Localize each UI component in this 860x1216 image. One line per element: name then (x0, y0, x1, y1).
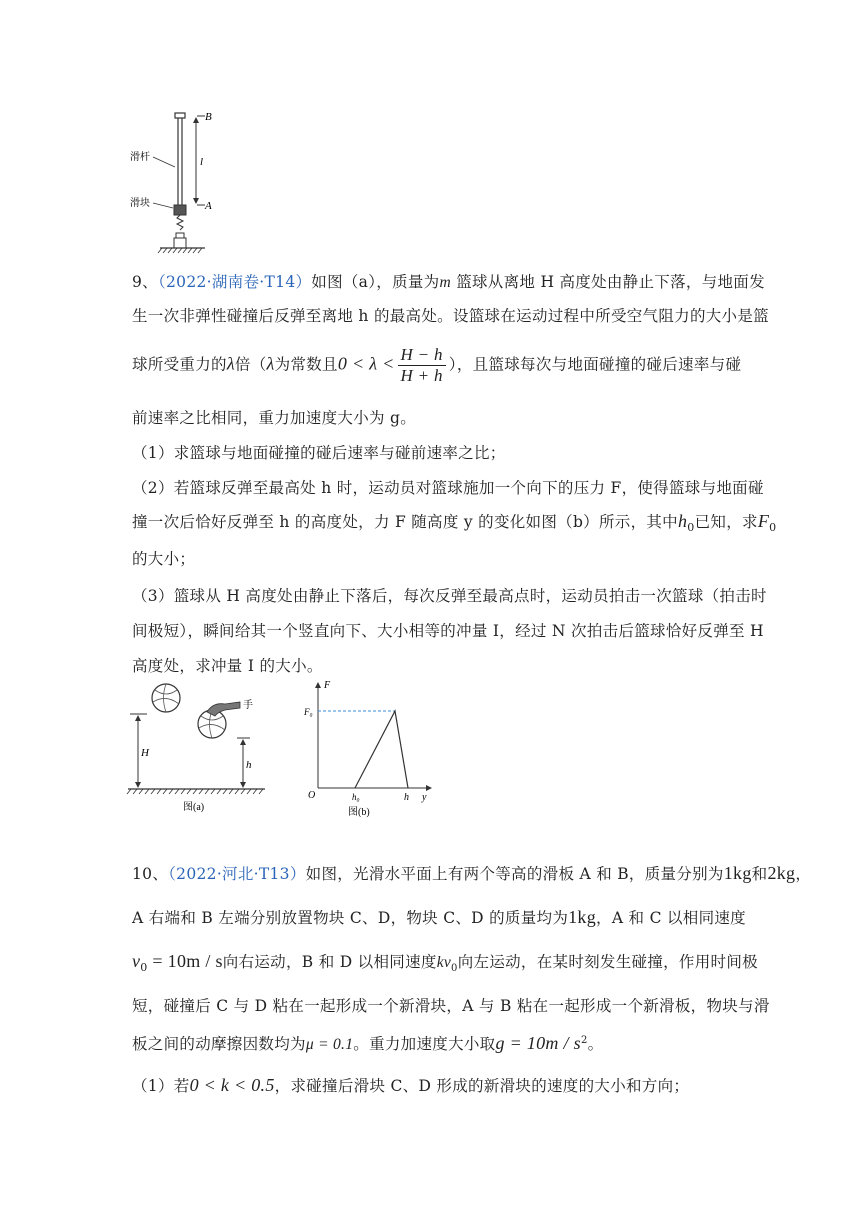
mass-value: 1kg (723, 863, 752, 883)
subscript: 0 (769, 521, 777, 535)
label-A: A (205, 200, 212, 212)
figure-b-chart (300, 676, 440, 821)
hand-icon (207, 702, 240, 716)
q10-text: 如图，光滑水平面上有两个等高的滑板 A 和 B，质量分别为 (305, 865, 724, 883)
q9-text: 篮球从离地 H 高度处由静止下落，与地面发 (450, 273, 765, 291)
label-rod: 滑杆 (130, 152, 150, 163)
var-m: m (439, 274, 451, 291)
q9-text: 球所受重力的 (132, 355, 227, 374)
velocity-value: = 10m / s (147, 951, 223, 971)
q9-part-2-line-1: （2）若篮球反弹至最高处 h 时，运动员对篮球施加一个向下的压力 F，使得篮球与地面碰 (132, 479, 764, 497)
figure-a (125, 680, 290, 820)
axis-y-label: y (422, 792, 427, 803)
superscript: 2 (580, 1034, 588, 1046)
q9-text: 撞一次后恰好反弹至 h 的高度处，力 F 随高度 y 的变化如图（b）所示，其中 (132, 513, 678, 531)
mass-value: 1kg (568, 907, 597, 927)
q9-part-1: （1）求篮球与地面碰撞的碰后速率与碰前速率之比； (132, 444, 506, 462)
rod-slider-figure (125, 105, 235, 255)
q9-part-2-line-2 (132, 510, 776, 534)
label-H: H (141, 747, 149, 759)
tick-O: O (308, 790, 316, 801)
q10-text: 板之间的动摩擦因数均为 (132, 1035, 306, 1053)
q9-text: 倍（ (234, 355, 267, 374)
label-block: 滑块 (130, 198, 150, 209)
var-h0: h (677, 511, 688, 531)
var-kv0: kv (436, 954, 452, 971)
label-h: h (246, 759, 252, 771)
tick-F0: F₀ (304, 707, 313, 717)
q9-part-3-line-1: （3）篮球从 H 高度处由静止下落后，每次反弹至最高点时，运动员拍击一次篮球（拍击时 (132, 587, 767, 605)
var-F0: F (757, 511, 770, 531)
q9-part-2-line-3: 的大小； (132, 550, 196, 568)
q10-source-link[interactable]: （2022·河北·T13） (168, 865, 306, 883)
subscript: 0 (451, 963, 458, 975)
var-lambda: λ (226, 353, 235, 374)
q10-line-3 (132, 950, 758, 974)
q9-line-2: 生一次非弹性碰撞后反弹至离地 h 的最高处。设篮球在运动过程中所受空气阻力的大小是篮 (132, 307, 769, 325)
q10-text: 和 (751, 865, 768, 883)
q10-number: 10、 (132, 865, 169, 883)
q9-part-3-line-2: 间极短），瞬间给其一个竖直向下、大小相等的冲量 I，经过 N 次拍击后篮球恰好反弹至 H (132, 622, 764, 640)
q10-text: 。重力加速度大小取 (353, 1035, 496, 1053)
g-value: g = 10m / s (495, 1033, 581, 1053)
q9-line-4: 前速率之比相同，重力加速度大小为 g。 (132, 409, 417, 427)
q10-line-5 (132, 1032, 603, 1054)
subscript: 0 (687, 521, 695, 535)
k-range: 0 < k < 0.5 (189, 1075, 275, 1095)
q9-text: 如图（a），质量为 (311, 273, 440, 291)
fraction (398, 345, 446, 386)
label-l: l (200, 156, 204, 168)
q9-source-link[interactable]: （2022·湖南卷·T14） (157, 273, 312, 291)
q9-line-3 (132, 345, 741, 386)
subscript: 0 (140, 961, 148, 975)
caption-a: 图(a) (183, 802, 205, 813)
var-lambda: λ (266, 353, 275, 374)
q10-text: 向左运动，在某时刻发生碰撞，作用时间极 (457, 953, 758, 971)
mass-value: 2kg (767, 863, 796, 883)
fraction-numerator: H − h (398, 345, 446, 366)
tick-h: h (404, 792, 409, 803)
q10-text: （1）若 (132, 1077, 190, 1095)
axis-F-label: F (324, 680, 331, 691)
q10-text: 向右运动，B 和 D 以相同速度 (222, 953, 437, 971)
q10-text: A 右端和 B 左端分别放置物块 C、D，物块 C、D 的质量均为 (132, 909, 569, 927)
q9-text: 为常数且 (274, 355, 338, 374)
q10-text: ，A 和 C 以相同速度 (596, 909, 746, 927)
q9-line-1 (132, 270, 765, 292)
q10-text: 。 (587, 1035, 604, 1053)
force-curve (355, 711, 408, 788)
fraction-denominator: H + h (400, 366, 443, 385)
q9-text: ），且篮球每次与地面碰撞的碰后速率与碰 (448, 355, 742, 374)
q10-line-4: 短，碰撞后 C 与 D 粘在一起形成一个新滑块，A 与 B 粘在一起形成一个新滑板，物块与滑 (132, 997, 770, 1015)
q10-text: ，求碰撞后滑块 C、D 形成的新滑块的速度的大小和方向； (274, 1077, 690, 1095)
mu-value: μ = 0.1 (305, 1036, 354, 1053)
q10-part-1 (132, 1074, 689, 1096)
q9-part-3-line-3: 高度处，求冲量 I 的大小。 (132, 657, 323, 675)
var-v0: v (132, 951, 141, 971)
q10-line-1 (132, 862, 811, 884)
q10-text: ， (795, 865, 812, 883)
tick-h0: h₀ (352, 792, 360, 802)
label-hand: 手 (243, 700, 253, 711)
inequality: 0 < λ < (337, 353, 395, 374)
label-B: B (205, 111, 212, 123)
q10-line-2 (132, 906, 746, 928)
basketball-icon (152, 684, 180, 712)
caption-b: 图(b) (348, 807, 370, 818)
q9-text: 已知，求 (694, 513, 758, 531)
q9-number: 9、 (132, 273, 158, 291)
